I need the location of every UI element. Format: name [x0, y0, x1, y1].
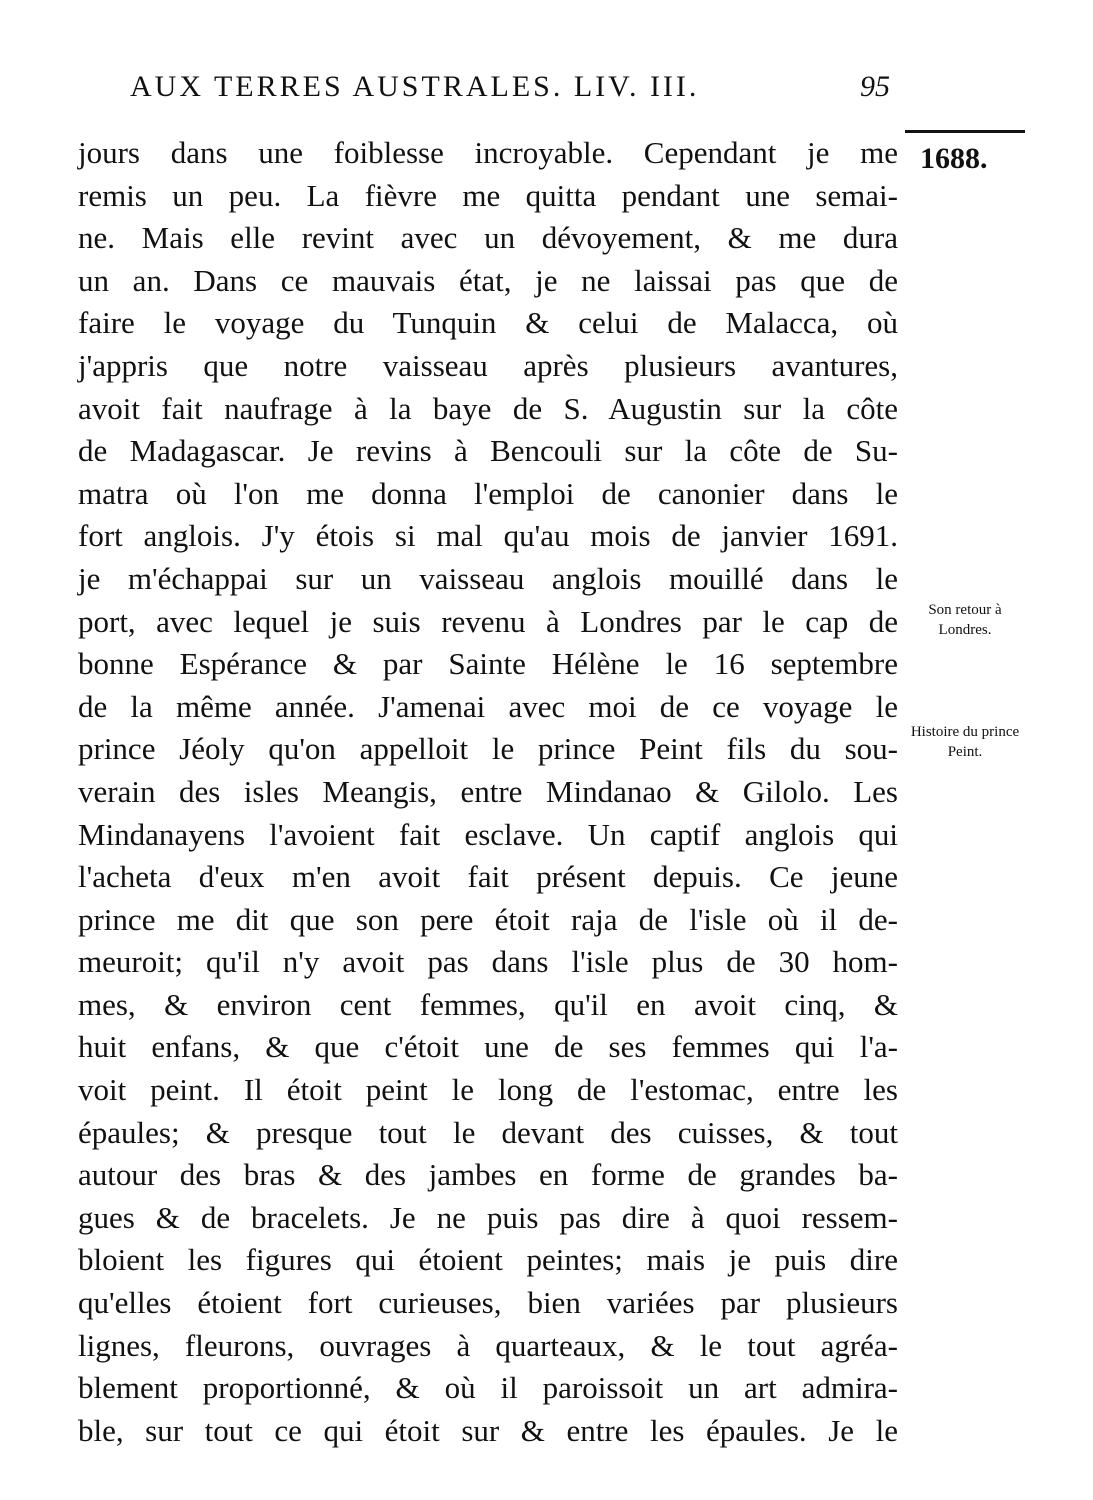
text-line: port, avec lequel je suis revenu à Londres par le cap de [78, 603, 898, 639]
text-line: fort anglois. J'y étois si mal qu'au mois de janvier 1691. [78, 518, 898, 554]
text-line: un an. Dans ce mauvais état, je ne laissai pas que de [78, 262, 898, 298]
text-line: épaules; & presque tout le devant des cuisses, & tout [78, 1114, 898, 1150]
text-line: avoit fait naufrage à la baye de S. Augustin sur la côte [78, 390, 898, 426]
text-line: gues & de bracelets. Je ne puis pas dire à quoi ressem- [78, 1199, 898, 1235]
text-line: autour des bras & des jambes en forme de grandes ba- [78, 1157, 898, 1193]
text-line: bonne Espérance & par Sainte Hélène le 16 septembre [78, 646, 898, 682]
text-line: de la même année. J'amenai avec moi de ce voyage le [78, 688, 898, 724]
text-line: l'acheta d'eux m'en avoit fait présent depuis. Ce jeune [78, 859, 898, 895]
text-line: ble, sur tout ce qui étoit sur & entre les épaules. Je le [78, 1412, 898, 1448]
margin-note-painted-prince-history: Histoire du prince Peint. [910, 724, 1020, 760]
margin-year-rule [905, 130, 1025, 133]
text-line: mes, & environ cent femmes, qu'il en avoit cinq, & [78, 986, 898, 1022]
body-text [78, 132, 898, 1452]
page-number: 95 [860, 70, 890, 103]
text-line: Mindanayens l'avoient fait esclave. Un captif anglois qui [78, 816, 898, 852]
text-line: blement proportionné, & où il paroissoit un art admira- [78, 1370, 898, 1406]
text-line: voit peint. Il étoit peint le long de l'estomac, entre les [78, 1072, 898, 1108]
text-line: huit enfans, & que c'étoit une de ses femmes qui l'a- [78, 1029, 898, 1065]
text-line: de Madagascar. Je revins à Bencouli sur la côte de Su- [78, 433, 898, 469]
text-line: jours dans une foiblesse incroyable. Cependant je me [78, 135, 898, 170]
text-line: prince Jéoly qu'on appelloit le prince Peint fils du sou- [78, 731, 898, 767]
margin-note-return-to-london: Son retour à Londres. [928, 602, 1002, 638]
text-line: verain des isles Meangis, entre Mindanao & Gilolo. Les [78, 773, 898, 809]
text-line: qu'elles étoient fort curieuses, bien variées par plusieurs [78, 1285, 898, 1321]
running-title: AUX TERRES AUSTRALES. LIV. III. [130, 70, 700, 103]
text-line: lignes, fleurons, ouvrages à quarteaux, & le tout agréa- [78, 1327, 898, 1363]
text-line: faire le voyage du Tunquin & celui de Malacca, où [78, 305, 898, 341]
text-line: je m'échappai sur un vaisseau anglois mouillé dans le [78, 560, 898, 596]
running-header [130, 70, 890, 114]
text-line: meuroit; qu'il n'y avoit pas dans l'isle plus de 30 hom- [78, 944, 898, 980]
text-line: prince me dit que son pere étoit raja de l'isle où il de- [78, 901, 898, 937]
text-line: j'appris que notre vaisseau après plusieurs avantures, [78, 347, 898, 383]
text-line: ne. Mais elle revint avec un dévoyement, & me dura [78, 220, 898, 256]
text-line: remis un peu. La fièvre me quitta pendant une semai- [78, 177, 898, 213]
margin-year: 1688. [920, 142, 988, 175]
text-line: bloient les figures qui étoient peintes; mais je puis dire [78, 1242, 898, 1278]
text-line: matra où l'on me donna l'emploi de canonier dans le [78, 475, 898, 511]
